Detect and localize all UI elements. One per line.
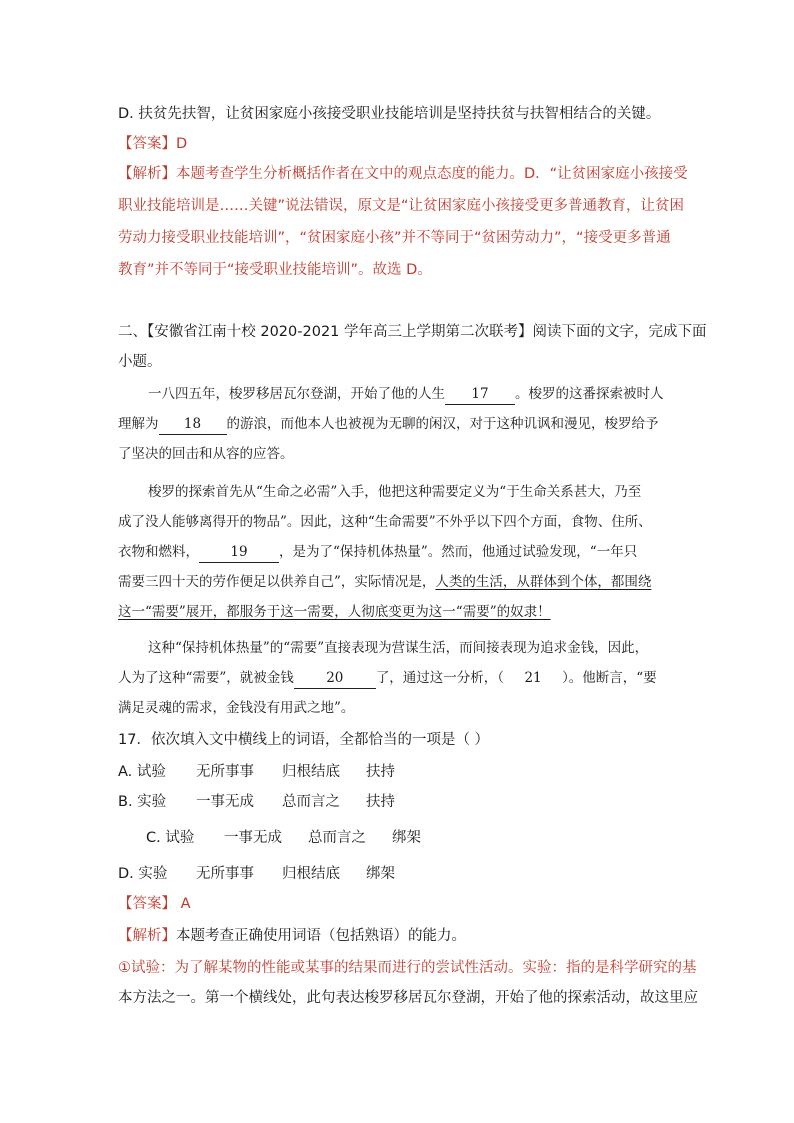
passage-text: 需要三四十天的劳作便足以供养自己”，实际情况是， — [118, 574, 436, 590]
option-word: 扶持 — [366, 764, 395, 780]
q17-answer — [118, 894, 191, 914]
passage-line — [118, 414, 659, 435]
option-word: 扶持 — [366, 794, 395, 810]
passage-text: 一八四五年，梭罗移居瓦尔登湖，开始了他的人生 — [148, 386, 445, 402]
option-word: 绑架 — [392, 830, 421, 846]
underlined-text: 人类的生活，从群体到个体，都围绕 — [435, 574, 652, 590]
option-label: B. 实验 — [118, 794, 167, 810]
blank-17: 17 — [445, 384, 515, 405]
passage-text: ，是为了“保持机体热量”。然而，他通过试验发现，“一年只 — [279, 544, 638, 560]
answer-value: A — [180, 896, 191, 912]
passage-line — [118, 668, 657, 689]
passage-text: 人为了这种“需要”，就被金钱 — [118, 670, 294, 686]
passage-line: 了坚决的回击和从容的应答。 — [118, 446, 294, 462]
option-word: 归根结底 — [282, 764, 340, 780]
passage-text: 理解为 — [118, 416, 159, 432]
explain-text: ①试验：为了解某物的性能或某事的结果而进行的尝试性活动。实验：指的是科学研究的基 — [118, 960, 697, 976]
passage-text: ）。他断言，“要 — [562, 670, 657, 686]
passage-line: 成了没人能够离得开的物品”。因此，这种“生命需要”不外乎以下四个方面，食物、住所、 — [118, 514, 652, 530]
answer-value: D — [176, 136, 188, 152]
prev-answer — [118, 134, 187, 154]
prev-analysis-line-1 — [118, 164, 688, 184]
passage-line: 这种“保持机体热量”的“需要”直接表现为营谋生活，而间接表现为追求金钱，因此， — [148, 640, 649, 656]
passage-line — [118, 542, 637, 563]
analysis-label: 【解析】 — [118, 166, 176, 182]
option-label: A. 试验 — [118, 764, 166, 780]
passage-line — [148, 384, 664, 405]
analysis-text: 本题考查学生分析概括作者在文中的观点态度的能力。D．“让贫困家庭小孩接受 — [176, 166, 688, 182]
passage-text: 衣物和燃料， — [118, 544, 199, 560]
analysis-text: 本题考查正确使用词语（包括熟语）的能力。 — [176, 928, 466, 944]
section-heading: 二、【安徽省江南十校 2020-2021 学年高三上学期第二次联考】阅读下面的文字，完成下面 — [118, 324, 707, 340]
q17-analysis — [118, 926, 466, 946]
question-17-stem: 17．依次填入文中横线上的词语，全都恰当的一项是（ ） — [118, 732, 490, 748]
prev-analysis-line-2: 职业技能培训是……关键”说法错误，原文是“让贫困家庭小孩接受更多普通教育，让贫困 — [118, 198, 685, 214]
prev-analysis-line-4: 教育”并不等同于“接受职业技能培训”。故选 D。 — [118, 262, 432, 278]
analysis-label: 【解析】 — [118, 928, 176, 944]
option-word: 无所事事 — [196, 764, 254, 780]
option-c[interactable] — [146, 828, 421, 848]
q17-explain-line-1 — [118, 958, 697, 978]
blank-21: 21 — [524, 670, 542, 686]
option-b[interactable] — [118, 792, 395, 812]
option-label: C. 试验 — [146, 830, 195, 846]
section-heading-cont: 小题。 — [118, 354, 162, 370]
underlined-text: 这一“需要”展开，都服务于这一需要，人彻底变更为这一“需要”的奴隶！ — [118, 604, 551, 620]
option-d[interactable] — [118, 864, 395, 884]
option-d-prev: D. 扶贫先扶智，让贫困家庭小孩接受职业技能培训是坚持扶贫与扶智相结合的关键。 — [118, 106, 661, 122]
option-a[interactable] — [118, 762, 395, 782]
passage-text: 的游浪，而他本人也被视为无聊的闲汉，对于这种讥讽和漫见，梭罗给予 — [226, 416, 659, 432]
option-word: 归根结底 — [282, 866, 340, 882]
answer-label: 【答案】 — [118, 896, 176, 912]
blank-19: 19 — [199, 542, 279, 563]
passage-text: 。梭罗的这番探索被时人 — [515, 386, 664, 402]
q17-explain-line-2: 本方法之一。第一个横线处，此句表达梭罗移居瓦尔登湖，开始了他的探索活动，故这里应 — [118, 990, 698, 1006]
passage-line — [118, 572, 651, 592]
answer-label: 【答案】 — [118, 136, 176, 152]
option-word: 无所事事 — [196, 866, 254, 882]
passage-line: 满足灵魂的需求，金钱没有用武之地”。 — [118, 700, 355, 716]
blank-18: 18 — [159, 414, 227, 435]
option-word: 一事无成 — [196, 794, 254, 810]
option-word: 一事无成 — [224, 830, 282, 846]
option-word: 绑架 — [366, 866, 395, 882]
prev-analysis-line-3: 劳动力接受职业技能培训”，“贫困家庭小孩”并不等同于“贫困劳动力”，“接受更多普通 — [118, 230, 671, 246]
option-label: D. 实验 — [118, 866, 168, 882]
option-word: 总而言之 — [308, 830, 366, 846]
blank-20: 20 — [294, 668, 376, 689]
passage-line: 梭罗的探索首先从“生命之必需”入手，他把这种需要定义为“于生命关系甚大，乃至 — [148, 484, 642, 500]
option-word: 总而言之 — [282, 794, 340, 810]
passage-text: 了，通过这一分析，（ — [375, 670, 505, 686]
